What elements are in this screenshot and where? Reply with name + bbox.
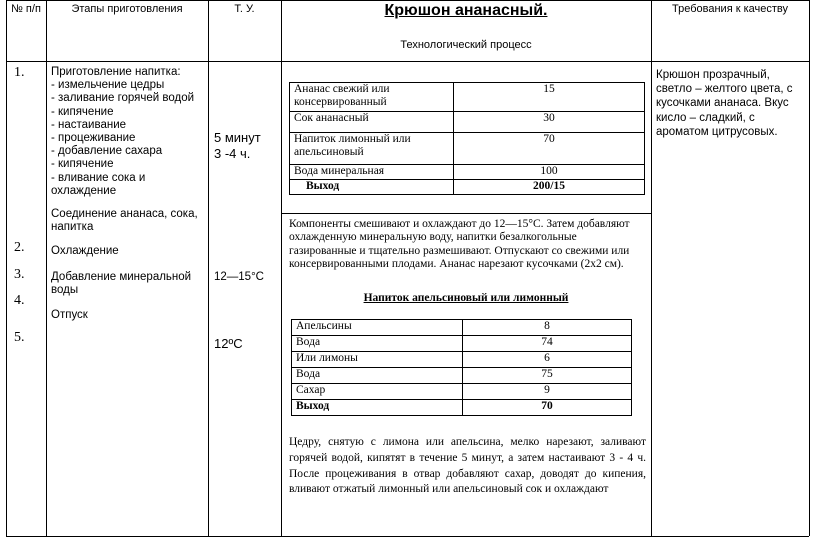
col-border-0 xyxy=(6,0,7,536)
ingredient-name: Сахар xyxy=(292,384,463,400)
ingredient-name: Апельсины xyxy=(292,320,463,336)
stage-2-text: Соединение ананаса, сока, напитка xyxy=(51,208,198,234)
col-border-4 xyxy=(651,0,652,536)
section-divider xyxy=(281,213,651,214)
stage-1-line: Приготовление напитка: xyxy=(51,66,181,78)
col-border-3 xyxy=(281,0,282,536)
table-row xyxy=(290,83,645,112)
stage-4-text: Добавление минеральной воды xyxy=(51,271,192,297)
col-tu-header: Т. У. xyxy=(234,3,255,15)
ingredient-name: Вода минеральная xyxy=(290,165,454,180)
table-row xyxy=(292,400,632,416)
stage-1-line: - вливание сока и xyxy=(51,171,146,184)
ingredient-value: 70 xyxy=(454,133,645,165)
orange-lemon-drink-title: Напиток апельсиновый или лимонный xyxy=(363,292,569,304)
tu-temp-1: 12—15°С xyxy=(214,271,264,283)
stage-3-text: Охлаждение xyxy=(51,245,119,257)
stage-1-list xyxy=(51,66,206,198)
stage-1-line: - кипячение xyxy=(51,105,114,118)
ingredient-value: 8 xyxy=(463,320,632,336)
ingredients-table-pineapple xyxy=(289,82,645,195)
col-number-header: № п/п xyxy=(11,3,41,15)
quality-requirements: Крюшон прозрачный, светло – желтого цвета, с кусочками ананаса. Вкус кисло – сладкий, с ароматом цитрусовых. xyxy=(656,69,793,138)
stage-5-text: Отпуск xyxy=(51,309,88,321)
table-row xyxy=(292,368,632,384)
stage-1-line: - кипячение xyxy=(51,158,114,171)
ingredient-name: Вода xyxy=(292,336,463,352)
tu-time-2: 3 -4 ч. xyxy=(214,146,251,161)
row-number-3: 3. xyxy=(14,267,25,282)
total-value: 70 xyxy=(463,400,632,416)
page-title: Крюшон ананасный. xyxy=(384,2,548,19)
stage-1-line: - настаивание xyxy=(51,118,127,131)
header-bottom-border xyxy=(6,61,809,62)
col-stages-header: Этапы приготовления xyxy=(71,3,183,15)
ingredient-name: Вода xyxy=(292,368,463,384)
ingredient-name: Напиток лимонный или апельсиновый xyxy=(290,133,454,165)
col-border-2 xyxy=(208,0,209,536)
table-row xyxy=(290,165,645,180)
ingredient-value: 75 xyxy=(463,368,632,384)
table-row xyxy=(292,384,632,400)
table-row xyxy=(290,133,645,165)
total-label: Выход xyxy=(292,400,463,416)
ingredient-value: 9 xyxy=(463,384,632,400)
ingredient-value: 15 xyxy=(454,83,645,112)
table-row xyxy=(290,112,645,133)
stage-1-line: - добавление сахара xyxy=(51,145,163,158)
ingredient-name: Или лимоны xyxy=(292,352,463,368)
stage-1-line: охлаждение xyxy=(51,184,117,197)
ingredient-value: 6 xyxy=(463,352,632,368)
col-border-5 xyxy=(809,0,810,536)
stage-1-line: - измельчение цедры xyxy=(51,79,165,92)
col-border-1 xyxy=(46,0,47,536)
table-row xyxy=(292,336,632,352)
total-value: 200/15 xyxy=(454,180,645,195)
stage-1-line: - заливание горячей водой xyxy=(51,92,195,105)
ingredient-value: 100 xyxy=(454,165,645,180)
table-row xyxy=(290,180,645,195)
citrus-drink-instructions: Цедру, снятую с лимона или апельсина, мелко нарезают, заливают горячей водой, кипятят в течение 5 минут, а затем настаивают 3 - 4 ч. После процеживания в отвар добавляют сахар, доводят до кипения, вливают отжатый лимонный или апельсиновый сок и охлаждают xyxy=(289,436,646,496)
ingredient-name: Сок ананасный xyxy=(290,112,454,133)
tu-temp-2: 12ºС xyxy=(214,336,243,351)
row-number-1: 1. xyxy=(14,65,25,80)
page-subtitle: Технологический процесс xyxy=(400,39,532,51)
table-bottom-border xyxy=(6,536,809,537)
row-number-2: 2. xyxy=(14,240,25,255)
ingredients-table-citrus xyxy=(291,319,632,416)
ingredient-value: 30 xyxy=(454,112,645,133)
total-label: Выход xyxy=(290,180,454,195)
col-quality-header: Требования к качеству xyxy=(672,3,788,15)
ingredient-name: Ананас свежий или консервированный xyxy=(290,83,454,112)
table-top-border xyxy=(6,0,809,1)
mixing-instructions: Компоненты смешивают и охлаждают до 12—15°С. Затем добавляют охлажденную минеральную воду, напитки безалкогольные газированные и тщательно размешивают. Отпускают со свежими или консервированными плодами. Ананас нарезают кусочками (2х2 см). xyxy=(289,218,630,271)
row-number-5: 5. xyxy=(14,330,25,345)
ingredient-value: 74 xyxy=(463,336,632,352)
table-row xyxy=(292,320,632,336)
tu-time-1: 5 минут xyxy=(214,130,261,145)
row-number-4: 4. xyxy=(14,293,25,308)
stage-1-line: - процеживание xyxy=(51,132,136,145)
table-row xyxy=(292,352,632,368)
